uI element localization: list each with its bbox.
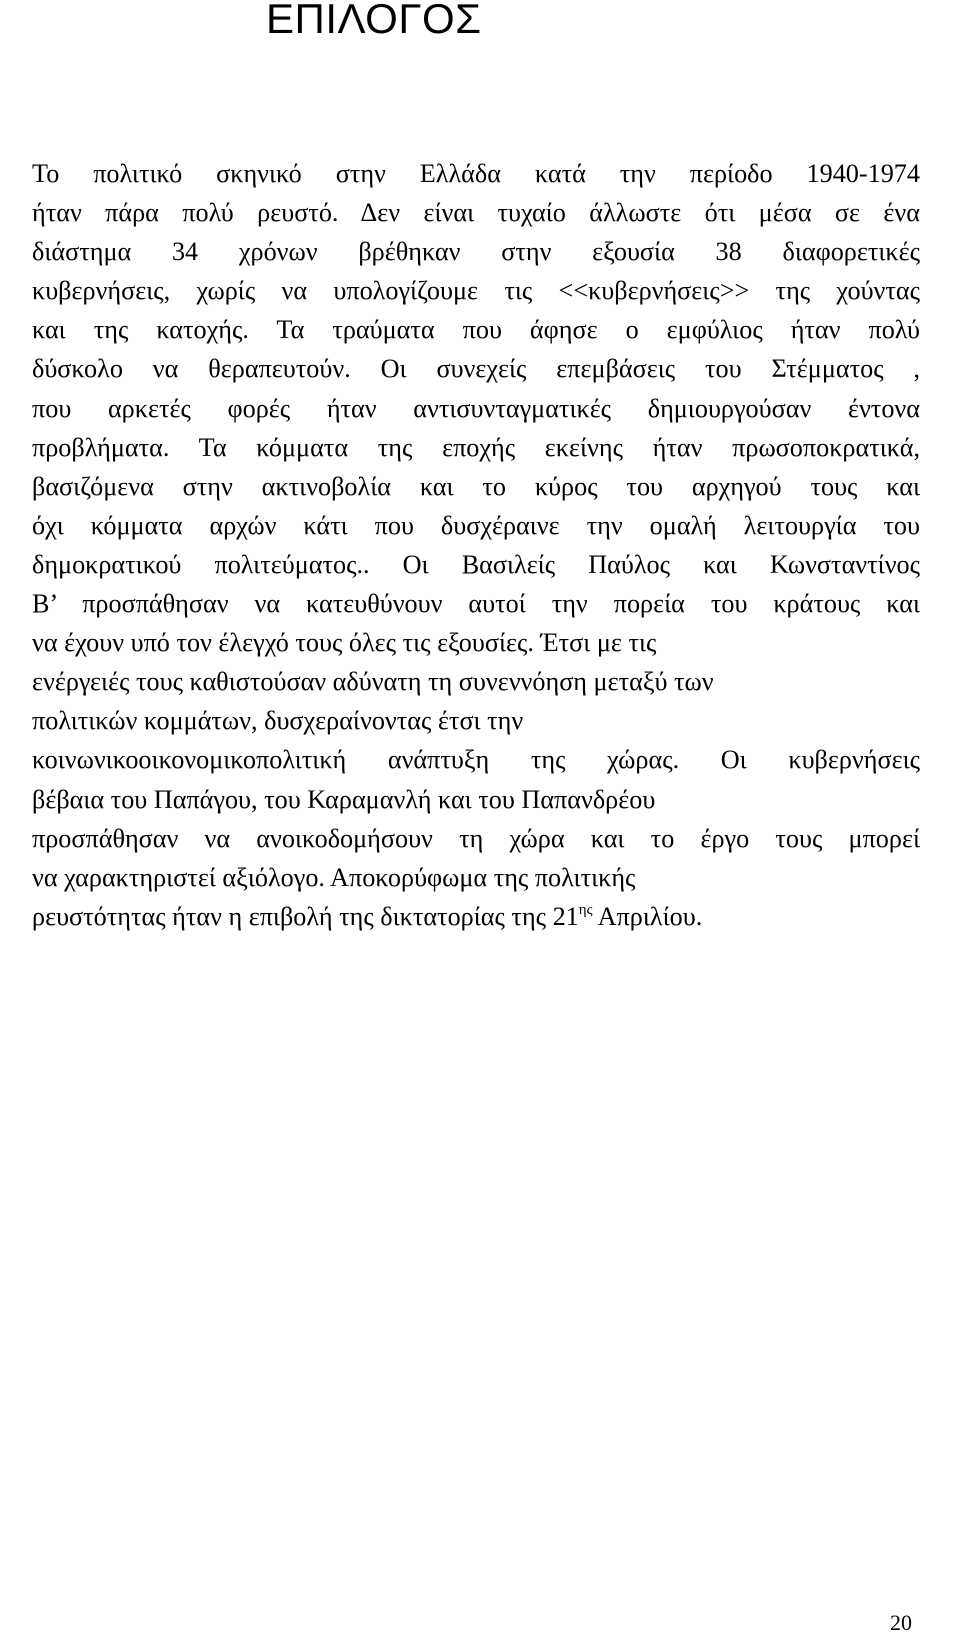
text-line: να έχουν υπό τον έλεγχό τους όλες τις εξουσίες. Έτσι με τις [32, 628, 657, 658]
text-line: κυβερνήσεις, χωρίς να υπολογίζουμε τις <<κυβερνήσεις>> της χούντας [32, 276, 920, 306]
text-line: ήταν πάρα πολύ ρευστό. Δεν είναι τυχαίο άλλωστε ότι μέσα σε ένα [32, 198, 920, 228]
text-line: πολιτικών κομμάτων, δυσχεραίνοντας έτσι την [32, 706, 524, 736]
text-line: να χαρακτηριστεί αξιόλογο. Αποκορύφωμα της πολιτικής [32, 862, 636, 892]
text-line-last [32, 897, 920, 936]
text-line: βασιζόμενα στην ακτινοβολία και το κύρος του αρχηγού τους και [32, 471, 920, 501]
last-line-text: ρευστότητας ήταν η επιβολή της δικτατορίας της 21 [32, 901, 579, 931]
text-line: διάστημα 34 χρόνων βρέθηκαν στην εξουσία 38 διαφορετικές [32, 237, 920, 267]
last-line-end: Απριλίου. [592, 901, 703, 931]
page-number: 20 [890, 1610, 912, 1635]
text-line: που αρκετές φορές ήταν αντισυνταγματικές δημιουργούσαν έντονα [32, 393, 920, 423]
text-line: Το πολιτικό σκηνικό στην Ελλάδα κατά την περίοδο 1940-1974 [32, 159, 920, 188]
text-line: δημοκρατικού πολιτεύματος.. Οι Βασιλείς Παύλος και Κωνσταντίνος [32, 549, 920, 579]
text-line: και της κατοχής. Τα τραύματα που άφησε ο εμφύλιος ήταν πολύ [32, 315, 920, 345]
ordinal-suffix: ης [578, 901, 593, 918]
text-line: Β’ προσπάθησαν να κατευθύνουν αυτοί την πορεία του κράτους και [32, 589, 920, 619]
text-line: ενέργειές τους καθιστούσαν αδύνατη τη συνεννόηση μεταξύ των [32, 667, 714, 697]
text-line: προσπάθησαν να ανοικοδομήσουν τη χώρα και το έργο τους μπορεί [32, 823, 920, 853]
text-line: προβλήματα. Τα κόμματα της εποχής εκείνης ήταν πρωσοποκρατικά, [32, 432, 920, 462]
text-line: δύσκολο να θεραπευτούν. Οι συνεχείς επεμβάσεις του Στέμματος , [32, 354, 920, 384]
page-title: ΕΠΙΛΟΓΟΣ [266, 0, 482, 42]
body-paragraph [32, 154, 920, 936]
text-line: βέβαια του Παπάγου, του Καραμανλή και του Παπανδρέου [32, 784, 656, 814]
text-line: κοινωνικοοικονομικοπολιτική ανάπτυξη της χώρας. Οι κυβερνήσεις [32, 745, 920, 775]
text-line: όχι κόμματα αρχών κάτι που δυσχέραινε την ομαλή λειτουργία του [32, 510, 920, 540]
